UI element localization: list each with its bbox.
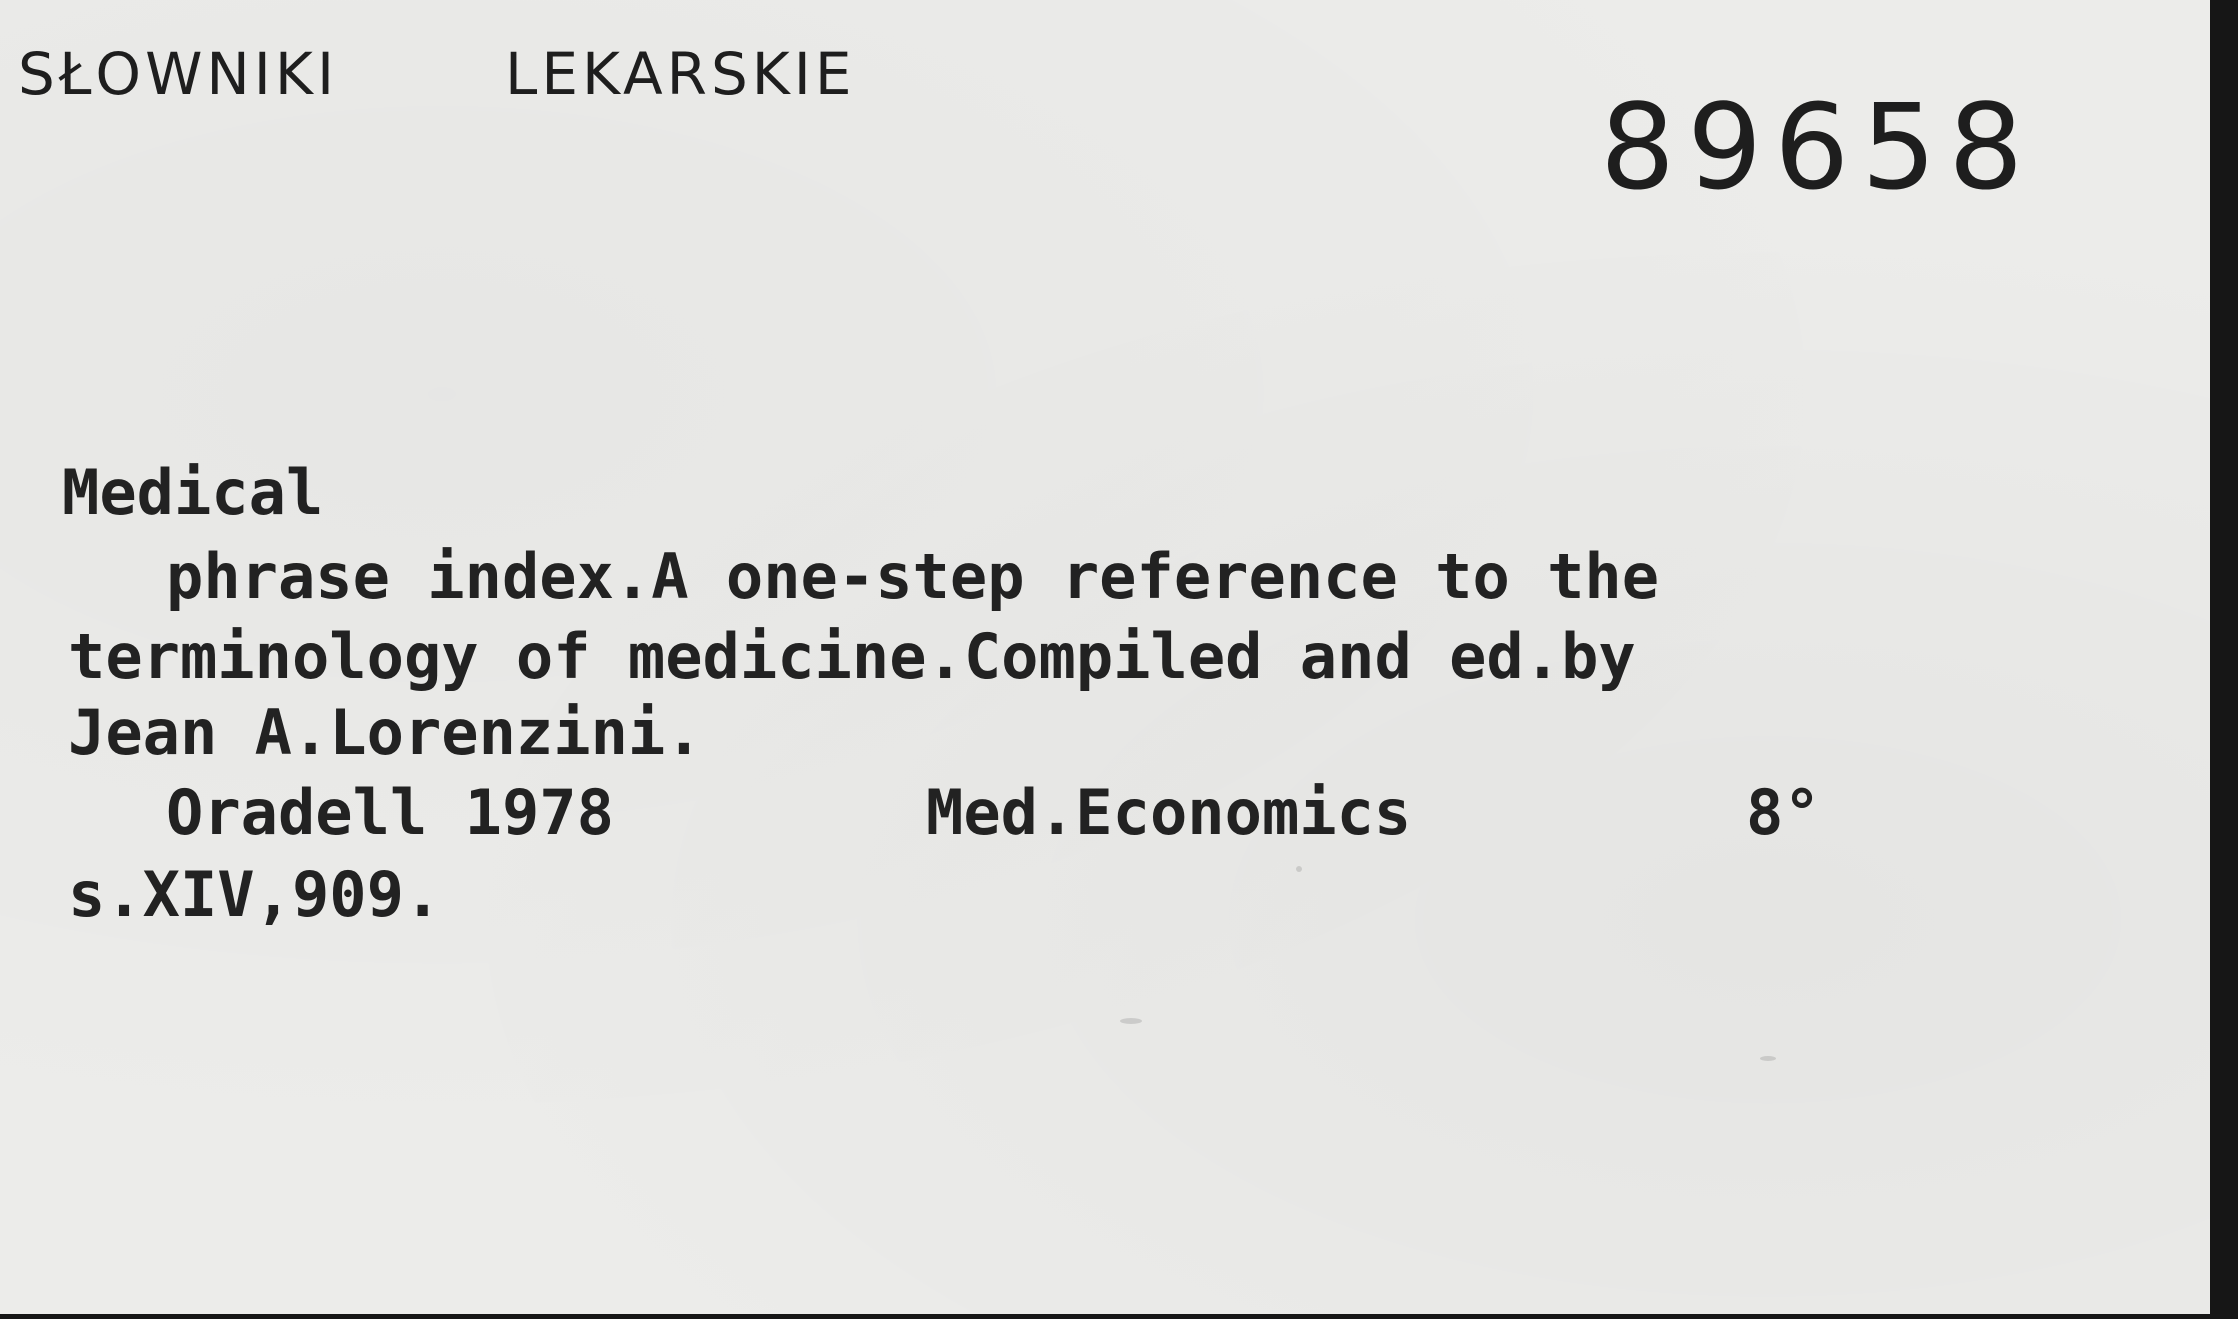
subject-heading-word-2: LEKARSKIE [505, 40, 856, 108]
entry-heading: Medical [62, 456, 324, 529]
card-shadow-edge-right [2210, 0, 2238, 1319]
book-format: 8° [1746, 776, 1821, 849]
title-line-1: phrase index.A one-step reference to the [166, 540, 1660, 613]
place-and-year: Oradell 1978 [166, 776, 614, 849]
title-line-3: Jean A.Lorenzini. [68, 696, 703, 769]
call-number: 89658 [1600, 78, 2036, 216]
ink-speck [1296, 866, 1302, 872]
pagination: s.XIV,909. [68, 858, 442, 931]
card-shadow-edge-bottom [0, 1314, 2238, 1319]
title-line-2: terminology of medicine.Compiled and ed.by [68, 620, 1636, 693]
ink-speck [1120, 1018, 1142, 1024]
subject-heading-word-1: SŁOWNIKI [18, 40, 339, 108]
ink-speck [1760, 1056, 1776, 1061]
publisher: Med.Economics [926, 776, 1412, 849]
